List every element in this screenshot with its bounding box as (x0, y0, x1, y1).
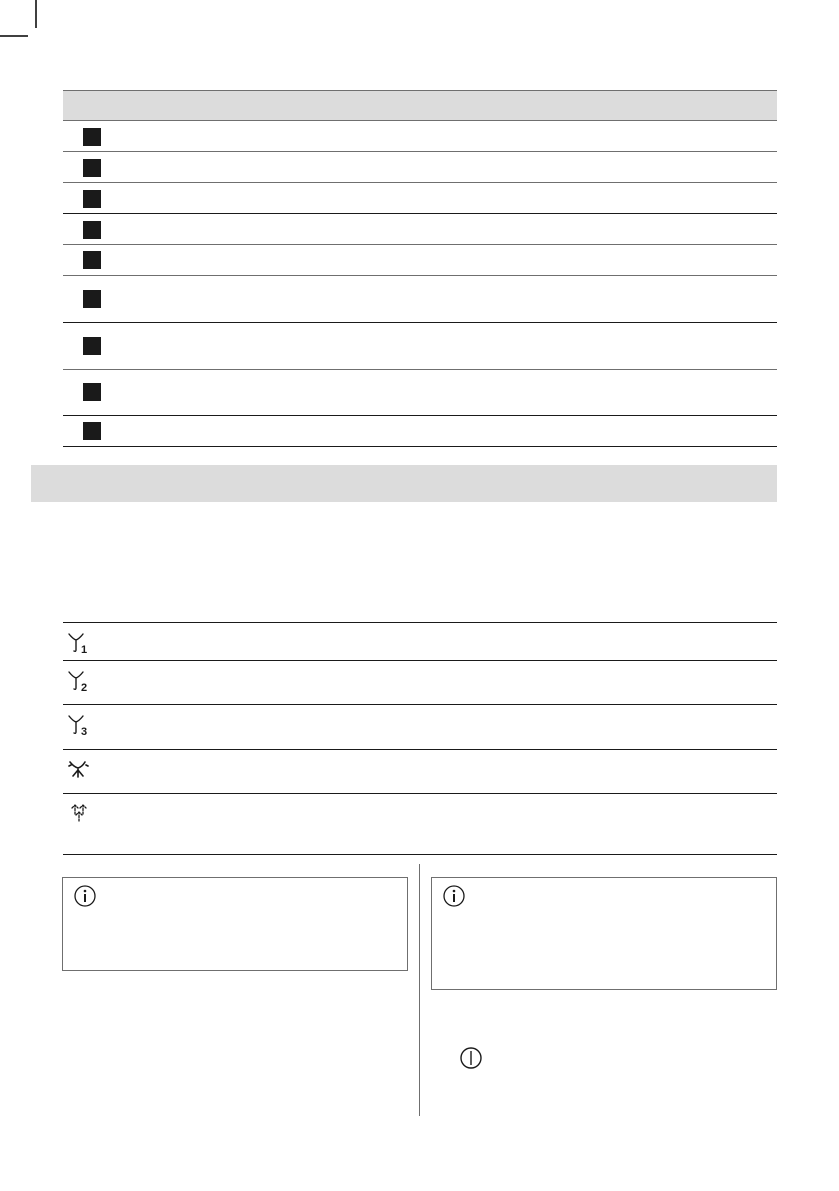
column-divider (419, 864, 420, 1116)
info-icon (73, 884, 97, 908)
table-row (63, 794, 777, 855)
fan-speed-3-icon (67, 713, 97, 737)
info-note-right (431, 877, 777, 990)
fan-boost-icon (67, 758, 97, 782)
table-row (63, 705, 777, 750)
table-row (63, 183, 777, 214)
crop-mark-icon (0, 0, 40, 40)
parts-table (63, 90, 777, 447)
square-marker (83, 190, 101, 208)
parts-table-header (63, 90, 777, 121)
square-marker (83, 221, 101, 239)
table-row (63, 623, 777, 661)
square-marker (83, 383, 101, 401)
info-note-left (62, 877, 408, 971)
svg-text:1: 1 (81, 644, 88, 655)
svg-text:2: 2 (81, 682, 88, 693)
table-row (63, 276, 777, 323)
table-row (63, 370, 777, 416)
fan-speed-2-icon (67, 669, 97, 693)
fan-symbols-table (63, 622, 777, 855)
table-row (63, 121, 777, 152)
fan-speed-1-icon (67, 631, 97, 655)
table-row (63, 323, 777, 370)
table-row (63, 245, 777, 276)
table-row (63, 416, 777, 447)
square-marker (83, 290, 101, 308)
table-row (63, 214, 777, 245)
lights-dim-icon (67, 802, 97, 826)
square-marker (83, 128, 101, 146)
info-icon (442, 884, 466, 908)
table-row (63, 152, 777, 183)
square-marker (83, 251, 101, 269)
svg-text:3: 3 (81, 726, 88, 737)
table-row (63, 661, 777, 705)
section-heading-bar (31, 465, 777, 502)
square-marker (83, 422, 101, 440)
power-icon (459, 1046, 483, 1070)
table-row (63, 750, 777, 794)
square-marker (83, 159, 101, 177)
square-marker (83, 337, 101, 355)
